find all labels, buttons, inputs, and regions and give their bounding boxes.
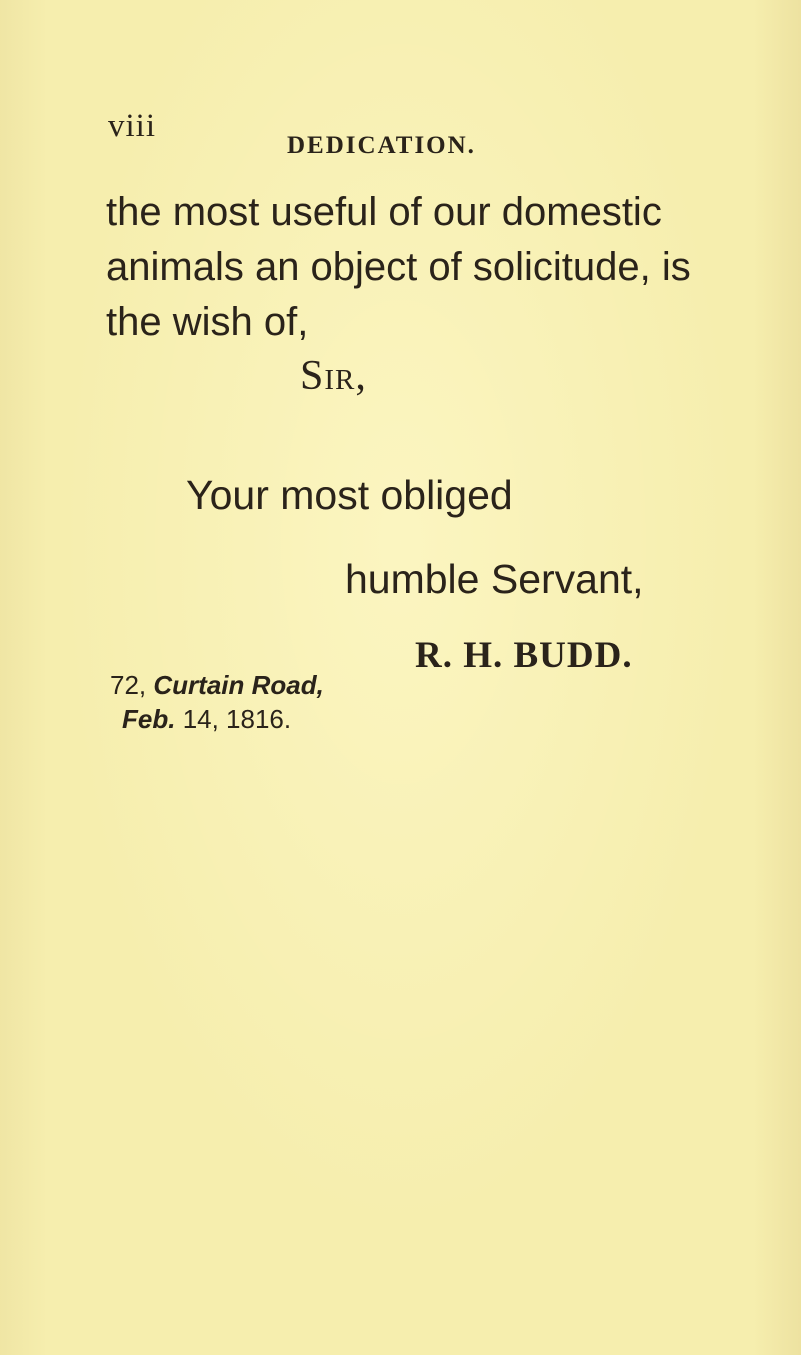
closing-line-1: Your most obliged [186, 472, 513, 518]
date-month: Feb. [122, 704, 176, 734]
date-day-year: 14, 1816. [182, 704, 292, 734]
street-number: 72, [110, 670, 147, 700]
salutation: Sir, [300, 353, 367, 399]
text-line: the wish of, [106, 300, 309, 344]
dedication-text [106, 185, 726, 350]
address-block [110, 668, 324, 736]
running-head: DEDICATION. [287, 132, 476, 159]
text-line: animals an object of solicitude, is [106, 245, 691, 289]
signature: R. H. BUDD. [415, 635, 633, 676]
closing-line-2: humble Servant, [345, 556, 644, 602]
text-line: the most useful of our domestic [106, 190, 662, 234]
date [110, 702, 324, 736]
street-name: Curtain Road, [153, 670, 324, 700]
street-address [110, 668, 324, 702]
page-number: viii [108, 108, 157, 144]
